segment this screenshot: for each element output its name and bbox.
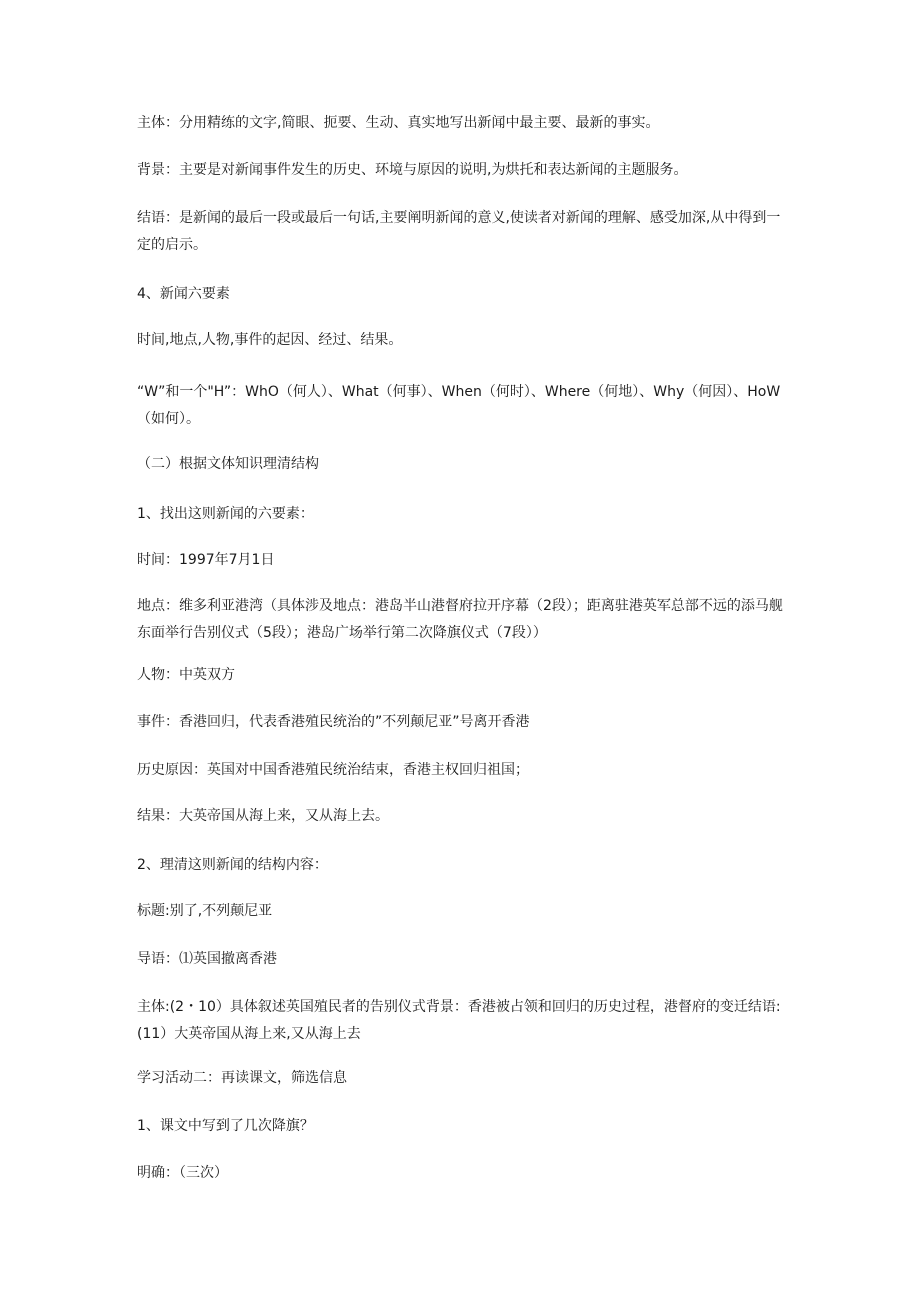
paragraph-history-cause: 历史原因：英国对中国香港殖民统治结束，香港主权回归祖国；: [137, 762, 529, 778]
paragraph-main-body: 主体：分用精练的文字,简眼、扼要、生动、真实地写出新闻中最主要、最新的事实。: [137, 115, 660, 131]
paragraph-time: 时间：1997年7月1日: [137, 552, 275, 568]
paragraph-conclusion: 结语：是新闻的最后一段或最后一句话,主要阐明新闻的意义,使读者对新闻的理解、感受加深,从中得到一定的启示。: [137, 210, 781, 253]
heading-six-elements: 4、新闻六要素: [137, 286, 230, 302]
paragraph-lead: 导语：⑴英国撤离香港: [137, 951, 277, 967]
paragraph-title: 标题:别了,不列颠尼亚: [137, 903, 273, 919]
heading-activity-two: 学习活动二：再读课文，筛选信息: [137, 1070, 347, 1086]
paragraph-answer: 明确：（三次）: [137, 1165, 228, 1181]
paragraph-people: 人物：中英双方: [137, 667, 235, 683]
heading-structure: （二）根据文体知识理清结构: [137, 456, 319, 472]
paragraph-place: 地点：维多利亚港湾（具体涉及地点：港岛半山港督府拉开序幕（2段）；距离驻港英军总部不远的添马舰东面举行告别仪式（5段）；港岛广场举行第二次降旗仪式（7段））: [137, 598, 783, 641]
paragraph-question-flag: 1、课文中写到了几次降旗？: [137, 1118, 314, 1134]
paragraph-result: 结果：大英帝国从海上来，又从海上去。: [137, 808, 389, 824]
paragraph-event: 事件：香港回归，代表香港殖民统治的”不列颠尼亚”号离开香港: [137, 714, 530, 730]
paragraph-background: 背景：主要是对新闻事件发生的历史、环境与原因的说明,为烘托和表达新闻的主题服务。: [137, 162, 688, 178]
heading-structure-content: 2、理清这则新闻的结构内容：: [137, 857, 328, 873]
paragraph-elements-list: 时间,地点,人物,事件的起因、经过、结果。: [137, 332, 403, 348]
paragraph-body-structure: 主体:(2・10）具体叙述英国殖民者的告别仪式背景：香港被占领和回归的历史过程，港督府的变迁结语:(11）大英帝国从海上来,又从海上去: [137, 999, 781, 1042]
heading-find-elements: 1、找出这则新闻的六要素：: [137, 506, 314, 522]
paragraph-5w1h: “W”和一个"H”：WhO（何人）、What（何事）、When（何时）、Where（何地）、Why（何因）、HoW（如何）。: [137, 384, 781, 427]
